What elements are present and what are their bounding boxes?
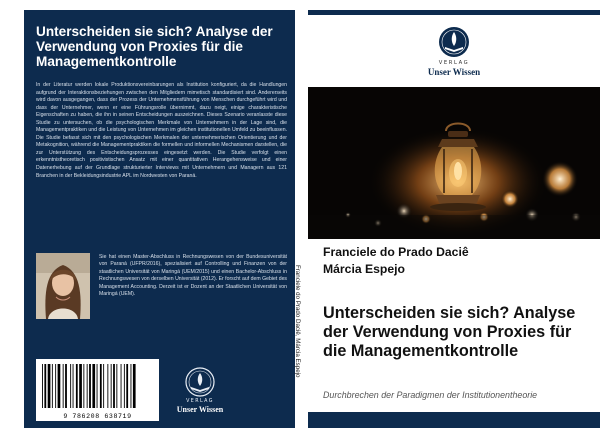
front-publisher-verlag: VERLAG [438,60,470,66]
front-bottom-band [308,412,600,428]
barcode-icon [36,362,159,414]
spine-authors: Franciele do Prado Daciê, Márcia Espejo [294,265,301,378]
front-author-2: Márcia Espejo [323,262,405,276]
back-cover-description: In der Literatur werden lokale Produktionsvereinbarungen als Institution konfiguriert, da die Handlungen aufgrund der Interaktionsbeziehungen zwischen den Mitgliedern mimetisch standardisiert sind. Andererseits wird davon ausgegangen, dass der Prozess der Unternehmensführung von Menschen durchgeführt wird und dass der Unternehmer, wenn er eine Führungsrolle übernimmt, dazu neigt, einige charakteristische Eigenschaften zu haben, die ihn in seinen Entscheidungen auszeichnen. Dieses Szenario veranlasste diese Studie zu untersuchen, ob die psychologischen Merkmale von Unternehmern in der Lage sind, die Managementpraktiken und die Leistung von Unternehmen im gleichen institutionellen Umfeld zu beeinflussen. Die Studie befasst sich mit den psychologischen Merkmalen der unternehmerischen Orientierung und der Metakognition, während die Managementpraktiken die formellen und informellen Mechanismen darstellen, die zur Unterstützung des Entscheidungsprozesses eingesetzt werden. Die Studie verfolgt einen erkenntnistheoretisch positivistischen Ansatz mit einer quantitativen Herangehensweise und einer Datenerhebung auf der Grundlage strukturierter Interviews mit Unternehmern und Managern aus 121 Branchen in der Bekleidungsindustrie APL im Nordwesten von Paraná. [36,82,287,179]
isbn-barcode [36,359,159,421]
front-authors [323,244,593,278]
back-cover [24,10,295,428]
back-cover-title: Unterscheiden sie sich? Analyse der Verwendung von Proxies für die Managementkontrolle [36,24,273,69]
back-publisher-verlag: VERLAG [186,399,214,404]
front-publisher-name: Unser Wissen [427,67,481,77]
front-publisher-logo [408,25,500,83]
front-cover-subtitle: Durchbrechen der Paradigmen der Institutionentheorie [323,390,538,400]
book-emblem-icon [408,25,500,61]
book-emblem-icon [164,366,236,400]
cover-photo-lantern [308,87,600,239]
author-photo [36,253,90,319]
front-cover-title: Unterscheiden sie sich? Analyse der Verwendung von Proxies für die Managementkontrolle [323,304,576,360]
front-cover [308,10,600,428]
book-spine [295,10,308,428]
back-publisher-logo [164,366,236,418]
back-publisher-name: Unser Wissen [176,405,224,414]
front-author-1: Franciele do Prado Daciê [323,245,469,259]
front-top-band [308,10,600,15]
author-bio: Sie hat einen Master-Abschluss in Rechnungswesen von der Bundesuniversität von Paraná (UFPR/2016), spezialisiert auf Controlling und Finanzen von der staatlichen Universität von Maringá (UEM/2015) und einen Bachelor-Abschluss in Rechnungswesen von derselben Universität (2012). Er forscht auf dem Gebiet des Management Accounting. Derzeit ist er Dozent an der Staatlichen Universität von Maringá (UEM). [99,254,287,298]
isbn-digits: 9 786208 638719 [63,413,132,420]
